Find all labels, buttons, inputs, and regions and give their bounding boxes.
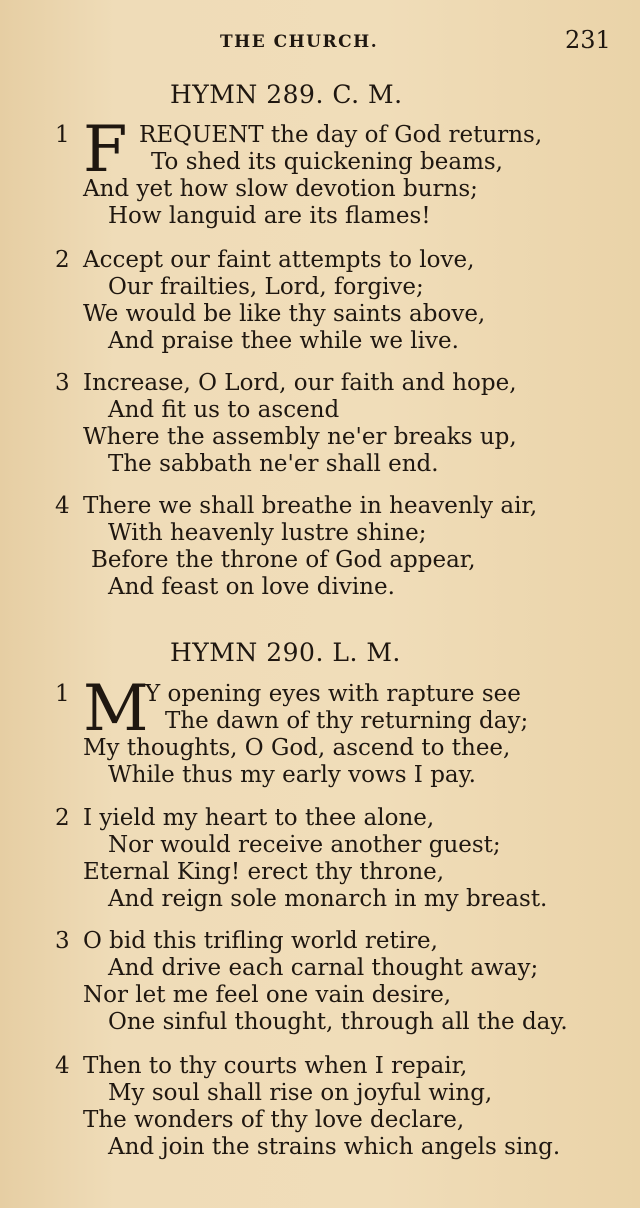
verse-line: Increase, O Lord, our faith and hope,	[83, 370, 517, 396]
stanza	[55, 672, 615, 789]
verse-line: Our frailties, Lord, forgive;	[108, 274, 424, 300]
stanza-number: 4	[55, 1053, 70, 1079]
drop-cap: F	[83, 113, 128, 187]
stanza	[55, 247, 615, 355]
verse-line: And drive each carnal thought away;	[108, 955, 539, 981]
verse-line: And reign sole monarch in my breast.	[108, 886, 548, 912]
stanza	[55, 1053, 615, 1161]
verse-line: The dawn of thy returning day;	[165, 708, 529, 734]
stanza-number: 1	[55, 681, 70, 707]
running-head: THE CHURCH.	[220, 32, 379, 52]
verse-line: O bid this trifling world retire,	[83, 928, 438, 954]
verse-line: Then to thy courts when I repair,	[83, 1053, 468, 1079]
stanza	[55, 805, 615, 913]
verse-line: To shed its quickening beams,	[151, 149, 503, 175]
verse-line: REQUENT the day of God returns,	[139, 122, 543, 148]
hymn-title: HYMN 289. C. M.	[170, 80, 403, 109]
stanza	[55, 928, 615, 1036]
verse-line: I yield my heart to thee alone,	[83, 805, 435, 831]
verse-line: Where the assembly ne'er breaks up,	[83, 424, 517, 450]
verse-line: My thoughts, O God, ascend to thee,	[83, 735, 511, 761]
stanza-number: 1	[55, 122, 70, 148]
verse-line: How languid are its flames!	[108, 203, 431, 229]
stanza	[55, 370, 615, 478]
verse-line: Before the throne of God appear,	[91, 547, 476, 573]
verse-line: One sinful thought, through all the day.	[108, 1009, 568, 1035]
verse-line: Accept our faint attempts to love,	[83, 247, 475, 273]
verse-line: My soul shall rise on joyful wing,	[108, 1080, 493, 1106]
verse-line: And yet how slow devotion burns;	[83, 176, 478, 202]
verse-line: Nor let me feel one vain desire,	[83, 982, 452, 1008]
verse-line: There we shall breathe in heavenly air,	[83, 493, 538, 519]
stanza	[55, 493, 615, 601]
stanza-number: 2	[55, 247, 70, 273]
stanza-number: 3	[55, 370, 70, 396]
verse-line: We would be like thy saints above,	[83, 301, 486, 327]
verse-line: Y opening eyes with rapture see	[145, 681, 521, 707]
verse-line: Eternal King! erect thy throne,	[83, 859, 445, 885]
drop-cap: M	[83, 672, 149, 746]
verse-line: And praise thee while we live.	[108, 328, 459, 354]
page-number: 231	[565, 26, 611, 54]
verse-line: And feast on love divine.	[108, 574, 395, 600]
verse-line: While thus my early vows I pay.	[108, 762, 476, 788]
hymn-title: HYMN 290. L. M.	[170, 638, 401, 667]
verse-line: And join the strains which angels sing.	[108, 1134, 561, 1160]
verse-line: Nor would receive another guest;	[108, 832, 501, 858]
verse-line: The sabbath ne'er shall end.	[108, 451, 439, 477]
verse-line: And fit us to ascend	[108, 397, 340, 423]
stanza	[55, 113, 615, 230]
stanza-number: 4	[55, 493, 70, 519]
stanza-number: 2	[55, 805, 70, 831]
verse-line: With heavenly lustre shine;	[108, 520, 427, 546]
stanza-number: 3	[55, 928, 70, 954]
verse-line: The wonders of thy love declare,	[83, 1107, 465, 1133]
